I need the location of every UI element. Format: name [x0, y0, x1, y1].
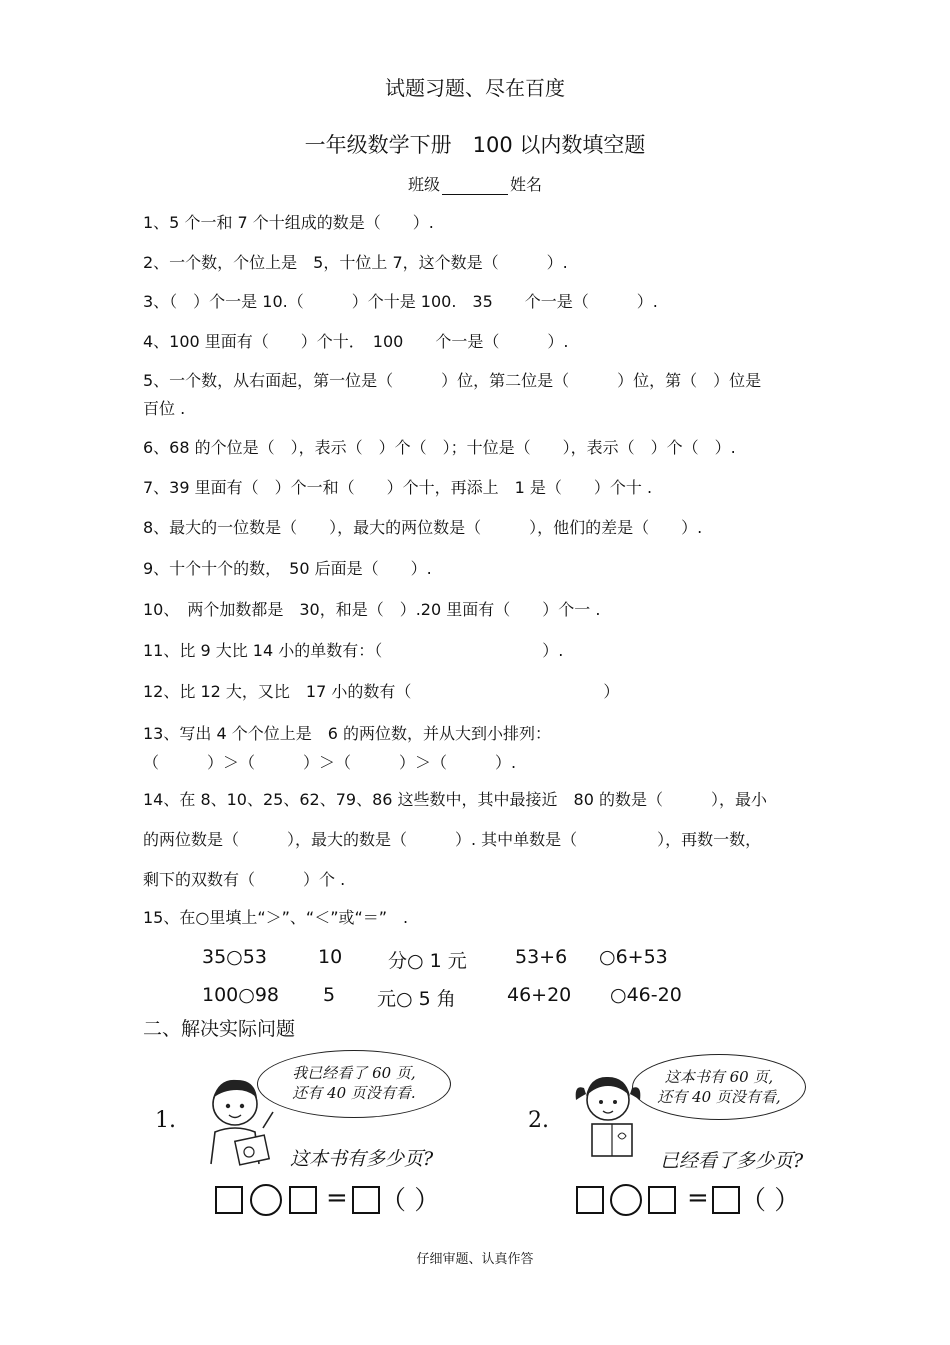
- compare-item: 分○ 1 元: [388, 950, 467, 972]
- question-9: 9、十个十个的数， 50 后面是（ ）.: [143, 559, 432, 578]
- equals-sign: =: [326, 1183, 348, 1213]
- question-2: 2、一个数，个位上是 5，十位上 7，这个数是（ ）.: [143, 253, 568, 272]
- compare-item: ○6+53: [599, 946, 668, 968]
- question-8: 8、最大的一位数是（ ），最大的两位数是（ ），他们的差是（ ）.: [143, 518, 703, 537]
- problem-1-question: 这本书有多少页?: [290, 1148, 434, 1170]
- class-blank[interactable]: [442, 178, 508, 195]
- question-5: 5、一个数，从右面起，第一位是（ ）位，第二位是（ ）位，第（ ）位是: [143, 371, 762, 390]
- question-13: 13、写出 4 个个位上是 6 的两位数，并从大到小排列：: [143, 724, 551, 743]
- question-10: 10、 两个加数都是 30，和是（ ）.20 里面有（ ）个一 .: [143, 600, 601, 619]
- section-2-heading: 二、解决实际问题: [143, 1018, 296, 1040]
- problem-2-question: 已经看了多少页?: [660, 1150, 804, 1172]
- problem-1-bubble-line-1: 我已经看了 60 页,: [292, 1064, 416, 1082]
- question-12: 12、比 12 大，又比 17 小的数有（ ）: [143, 682, 620, 701]
- worksheet-title: 一年级数学下册 100 以内数填空题: [304, 133, 646, 157]
- problem-2-number: 2.: [528, 1108, 549, 1133]
- problem-2-speech-bubble: [632, 1054, 806, 1120]
- answer-box[interactable]: [215, 1186, 243, 1214]
- operator-circle[interactable]: [610, 1184, 642, 1216]
- class-name-line: [0, 172, 950, 195]
- unit-paren[interactable]: （ ）: [380, 1186, 441, 1216]
- problem-2-scene: [520, 1050, 850, 1175]
- answer-box[interactable]: [648, 1186, 676, 1214]
- compare-item: 35○53: [202, 946, 267, 968]
- question-14-cont: 的两位数是（ ），最大的数是（ ）. 其中单数是（ ），再数一数，: [143, 830, 762, 849]
- problem-2-bubble-line-1: 这本书有 60 页,: [664, 1068, 774, 1086]
- question-13-blanks: （ ）＞（ ）＞（ ）＞（ ）.: [143, 753, 517, 772]
- question-6: 6、68 的个位是（ ），表示（ ）个（ ）；十位是（ ），表示（ ）个（ ）.: [143, 438, 736, 457]
- compare-item: 46+20: [507, 984, 572, 1006]
- compare-item: ○46-20: [610, 984, 682, 1006]
- page-header: 试题习题、尽在百度: [385, 76, 565, 100]
- compare-item: 53+6: [515, 946, 568, 968]
- question-4: 4、100 里面有（ ）个十． 100 个一是（ ）.: [143, 332, 569, 351]
- page-footer: 仔细审题、认真作答: [416, 1252, 534, 1267]
- problem-2-bubble-line-2: 还有 40 页没有看,: [657, 1088, 781, 1106]
- name-label: 姓名: [510, 175, 543, 194]
- problem-1-scene: [145, 1050, 475, 1175]
- equals-sign: =: [687, 1183, 709, 1213]
- compare-item: 100○98: [202, 984, 280, 1006]
- question-1: 1、5 个一和 7 个十组成的数是（ ）.: [143, 213, 434, 232]
- problem-1-speech-bubble: [257, 1050, 451, 1118]
- answer-box[interactable]: [352, 1186, 380, 1214]
- question-14: 14、在 8、10、25、62、79、86 这些数中，其中最接近 80 的数是（ ），最小: [143, 790, 767, 809]
- question-11: 11、比 9 大比 14 小的单数有：（ ）.: [143, 641, 564, 660]
- question-7: 7、39 里面有（ ）个一和（ ）个十，再添上 1 是（ ）个十 .: [143, 478, 653, 497]
- answer-box[interactable]: [712, 1186, 740, 1214]
- question-14-end: 剩下的双数有（ ）个 .: [143, 870, 346, 889]
- question-15: 15、在○里填上“＞”、“＜”或“＝” .: [143, 908, 409, 927]
- problem-1-number: 1.: [155, 1108, 176, 1133]
- unit-paren[interactable]: （ ）: [740, 1186, 801, 1216]
- compare-item: 元○ 5 角: [377, 988, 456, 1010]
- compare-item: 5: [323, 984, 336, 1006]
- compare-item: 10: [318, 946, 343, 968]
- answer-box[interactable]: [576, 1186, 604, 1214]
- operator-circle[interactable]: [250, 1184, 282, 1216]
- question-3: 3、（ ）个一是 10.（ ）个十是 100. 35 个一是（ ）.: [143, 292, 658, 311]
- problem-1-bubble-line-2: 还有 40 页没有看.: [292, 1084, 416, 1102]
- answer-box[interactable]: [289, 1186, 317, 1214]
- class-label: 班级: [407, 175, 440, 194]
- question-5-cont: 百位 .: [143, 399, 186, 418]
